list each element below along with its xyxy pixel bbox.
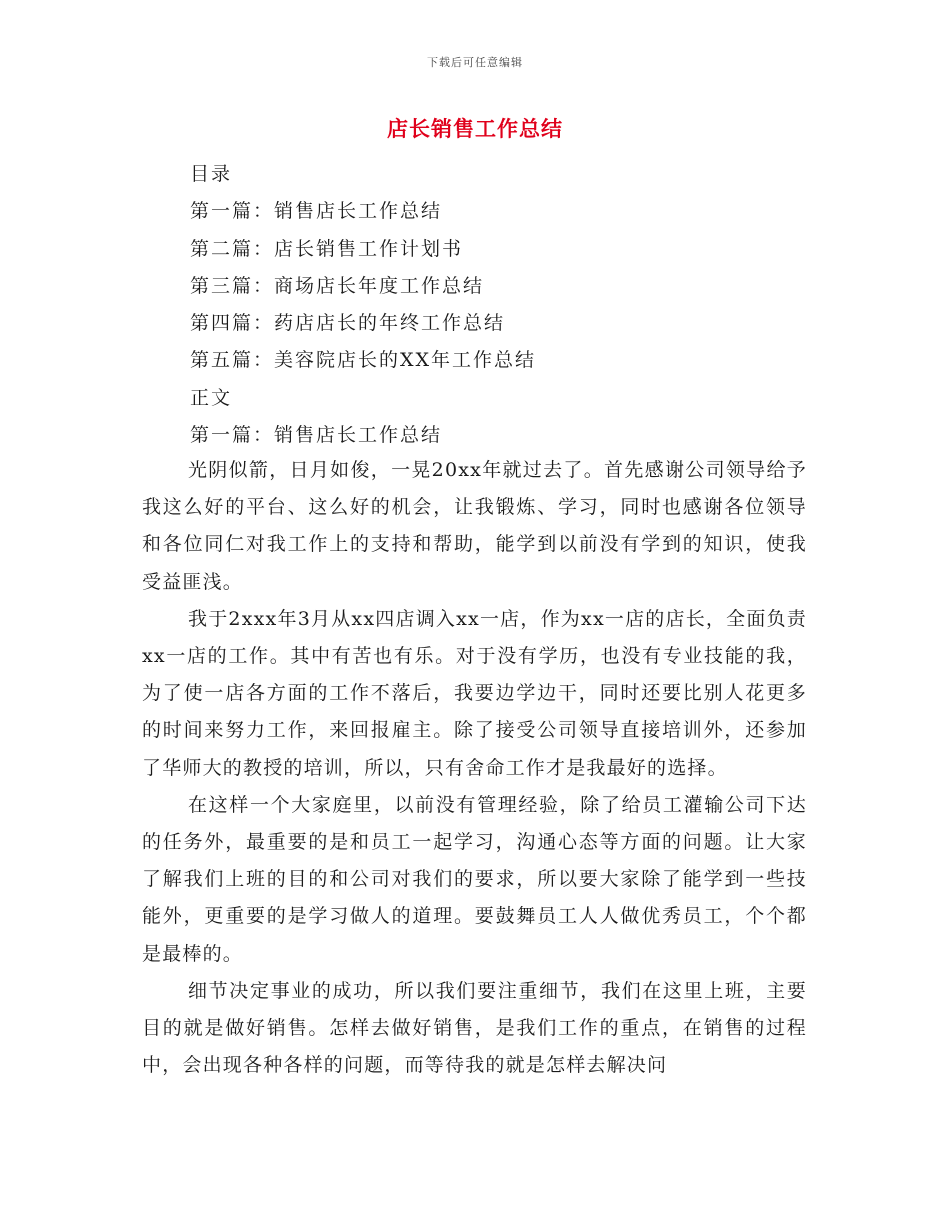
paragraph: 光阴似箭，日月如俊，一晃20xx年就过去了。首先感谢公司领导给予我这么好的平台、这么好的机会，让我锻炼、学习，同时也感谢各位领导和各位同仁对我工作上的支持和帮助，能学到以前没有学到的知识，使我受益匪浅。 xyxy=(142,459,807,593)
toc-item[interactable]: 第五篇：美容院店长的XX年工作总结 xyxy=(190,349,537,372)
section-heading: 第一篇：销售店长工作总结 xyxy=(190,424,443,447)
paragraph: 细节决定事业的成功，所以我们要注重细节，我们在这里上班，主要目的就是做好销售。怎样去做好销售，是我们工作的重点，在销售的过程中，会出现各种各样的问题，而等待我的就是怎样去解决问 xyxy=(142,979,807,1077)
toc-item[interactable]: 第一篇：销售店长工作总结 xyxy=(190,200,443,223)
document-title: 店长销售工作总结 xyxy=(387,116,563,141)
body-label: 正文 xyxy=(190,386,233,409)
paragraph: 在这样一个大家庭里，以前没有管理经验，除了给员工灌输公司下达的任务外，最重要的是和员工一起学习，沟通心态等方面的问题。让大家了解我们上班的目的和公司对我们的要求，所以要大家除了能学到一些技能外，更重要的是学习做人的道理。要鼓舞员工人人做优秀员工，个个都是最棒的。 xyxy=(142,793,807,965)
table-of-contents xyxy=(190,156,830,454)
toc-item[interactable]: 第四篇：药店店长的年终工作总结 xyxy=(190,312,506,335)
toc-label: 目录 xyxy=(190,163,233,185)
toc-item[interactable]: 第二篇：店长销售工作计划书 xyxy=(190,237,464,260)
paragraph: 我于2xxx年3月从xx四店调入xx一店，作为xx一店的店长，全面负责xx一店的工作。其中有苦也有乐。对于没有学历，也没有专业技能的我，为了使一店各方面的工作不落后，我要边学边干，同时还要比别人花更多的时间来努力工作，来回报雇主。除了接受公司领导直接培训外，还参加了华师大的教授的培训，所以，只有舍命工作才是我最好的选择。 xyxy=(142,607,807,779)
body-text xyxy=(142,452,807,1084)
header-note: 下载后可任意编辑 xyxy=(427,56,523,69)
toc-item[interactable]: 第三篇：商场店长年度工作总结 xyxy=(190,274,485,297)
